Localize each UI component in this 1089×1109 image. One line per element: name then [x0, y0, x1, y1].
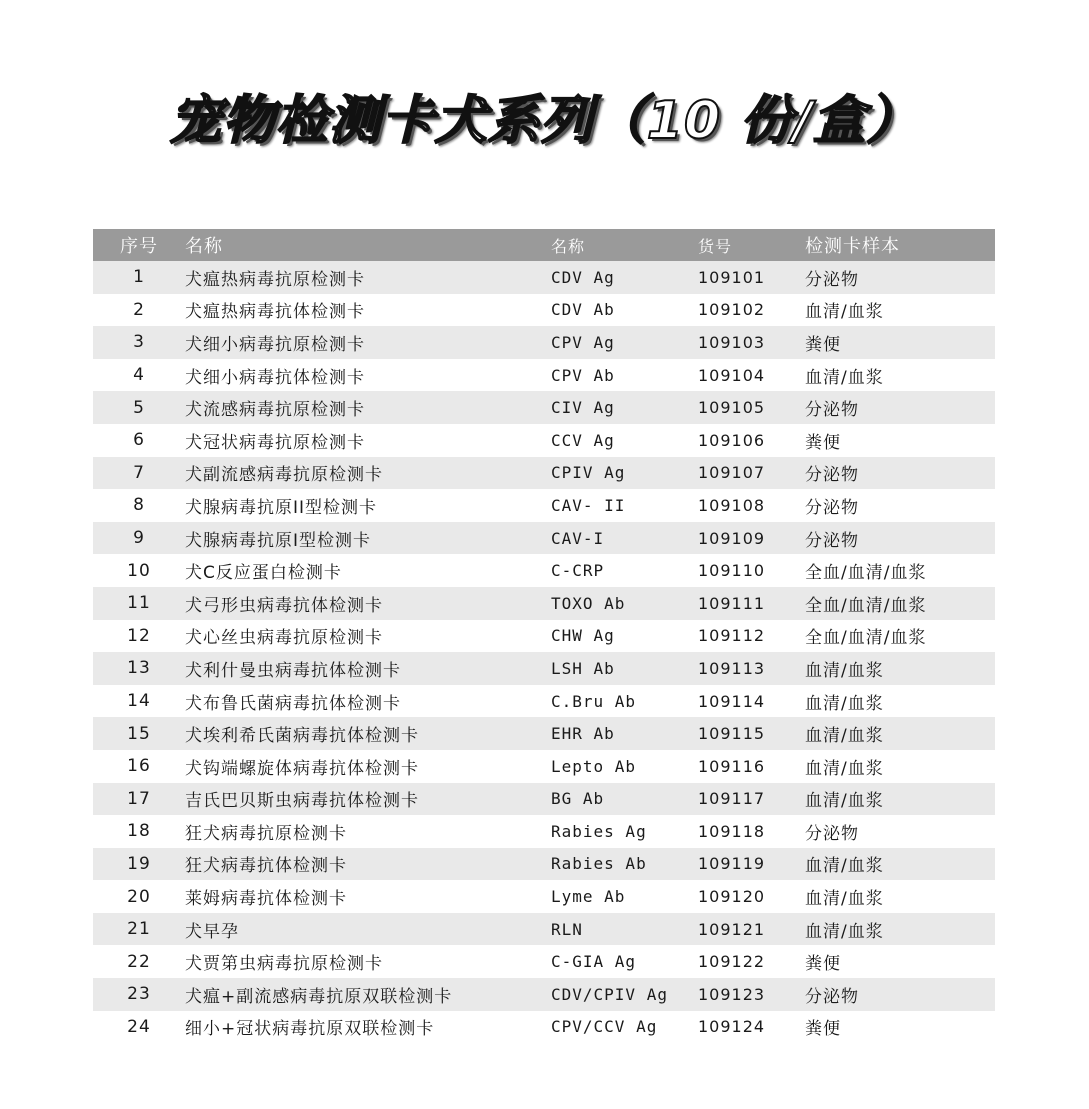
table-row: [93, 783, 995, 816]
row-code: C-GIA Ag: [551, 952, 637, 972]
row-sample: 分泌物: [805, 269, 859, 290]
row-name-cn: 犬腺病毒抗原I型检测卡: [185, 530, 372, 551]
row-sample: 分泌物: [805, 400, 859, 421]
row-code: LSH Ab: [551, 658, 615, 678]
row-index: 2: [133, 299, 145, 320]
row-index: 15: [127, 723, 151, 744]
row-name-cn: 犬流感病毒抗原检测卡: [185, 400, 365, 421]
row-code: CPV/CCV Ag: [551, 1017, 658, 1037]
row-name-cn: 犬瘟+副流感病毒抗原双联检测卡: [185, 986, 453, 1007]
table-row: [93, 717, 995, 750]
table-row: [93, 652, 995, 685]
row-sample: 全血/血清/血浆: [805, 628, 927, 649]
row-sample: 粪便: [805, 1019, 841, 1040]
row-name-cn: 犬贾第虫病毒抗原检测卡: [185, 954, 383, 975]
row-index: 8: [133, 495, 145, 516]
table-row: [93, 848, 995, 881]
row-item-number: 109112: [698, 626, 766, 646]
row-index: 3: [133, 332, 145, 353]
row-item-number: 109118: [698, 821, 766, 841]
row-item-number: 109121: [698, 919, 766, 939]
table-row: [93, 391, 995, 424]
row-index: 16: [127, 756, 151, 777]
row-index: 13: [127, 658, 151, 679]
table-row: [93, 457, 995, 490]
row-item-number: 109101: [698, 267, 766, 287]
row-item-number: 109102: [698, 300, 766, 320]
row-item-number: 109103: [698, 332, 766, 352]
row-index: 10: [127, 560, 151, 581]
table-body: [93, 261, 995, 1043]
row-item-number: 109123: [698, 984, 766, 1004]
row-index: 24: [127, 1016, 151, 1037]
row-index: 17: [127, 788, 151, 809]
row-item-number: 109106: [698, 430, 766, 450]
row-index: 5: [133, 397, 145, 418]
row-code: C.Bru Ab: [551, 691, 637, 711]
row-item-number: 109117: [698, 789, 766, 809]
row-item-number: 109111: [698, 593, 766, 613]
row-sample: 全血/血清/血浆: [805, 595, 927, 616]
row-name-cn: 犬布鲁氏菌病毒抗体检测卡: [185, 693, 401, 714]
page-title: 宠物检测卡犬系列（10 份/盒）: [169, 91, 920, 151]
row-index: 7: [133, 462, 145, 483]
row-name-cn: 犬细小病毒抗体检测卡: [185, 367, 365, 388]
row-name-cn: 莱姆病毒抗体检测卡: [185, 889, 347, 910]
row-index: 12: [127, 625, 151, 646]
row-code: C-CRP: [551, 561, 605, 581]
row-item-number: 109109: [698, 528, 766, 548]
table-row: [93, 880, 995, 913]
row-index: 20: [127, 886, 151, 907]
row-code: CPV Ab: [551, 365, 615, 385]
row-index: 6: [133, 430, 145, 451]
row-index: 11: [127, 593, 151, 614]
row-name-cn: 犬C反应蛋白检测卡: [185, 563, 342, 584]
table-row: [93, 945, 995, 978]
table-row: [93, 587, 995, 620]
row-name-cn: 犬利什曼虫病毒抗体检测卡: [185, 660, 401, 681]
row-sample: 血清/血浆: [805, 660, 884, 681]
row-code: Rabies Ab: [551, 854, 647, 874]
row-name-cn: 犬瘟热病毒抗原检测卡: [185, 269, 365, 290]
row-code: Lepto Ab: [551, 756, 637, 776]
row-code: RLN: [551, 919, 583, 939]
row-item-number: 109124: [698, 1017, 766, 1037]
row-index: 22: [127, 951, 151, 972]
row-name-cn: 吉氏巴贝斯虫病毒抗体检测卡: [185, 791, 419, 812]
row-sample: 分泌物: [805, 465, 859, 486]
row-item-number: 109105: [698, 398, 766, 418]
table-row: [93, 913, 995, 946]
row-sample: 血清/血浆: [805, 791, 884, 812]
row-name-cn: 犬腺病毒抗原II型检测卡: [185, 497, 378, 518]
row-sample: 分泌物: [805, 823, 859, 844]
row-name-cn: 犬冠状病毒抗原检测卡: [185, 432, 365, 453]
row-code: Lyme Ab: [551, 887, 626, 907]
row-sample: 血清/血浆: [805, 726, 884, 747]
row-code: EHR Ab: [551, 724, 615, 744]
row-code: CAV-I: [551, 528, 605, 548]
row-code: CIV Ag: [551, 398, 615, 418]
row-index: 19: [127, 853, 151, 874]
row-item-number: 109110: [698, 561, 766, 581]
row-item-number: 109115: [698, 724, 766, 744]
table-row: [93, 294, 995, 327]
row-sample: 粪便: [805, 432, 841, 453]
row-name-cn: 犬心丝虫病毒抗原检测卡: [185, 628, 383, 649]
header-index: 序号: [120, 236, 158, 257]
row-name-cn: 狂犬病毒抗原检测卡: [185, 823, 347, 844]
header-sample: 检测卡样本: [805, 236, 900, 257]
table-header-row: [93, 229, 995, 261]
row-item-number: 109107: [698, 463, 766, 483]
table-row: [93, 261, 995, 294]
row-sample: 粪便: [805, 954, 841, 975]
row-sample: 血清/血浆: [805, 367, 884, 388]
row-item-number: 109120: [698, 887, 766, 907]
row-name-cn: 犬细小病毒抗原检测卡: [185, 334, 365, 355]
row-name-cn: 犬弓形虫病毒抗体检测卡: [185, 595, 383, 616]
table-row: [93, 815, 995, 848]
row-sample: 分泌物: [805, 530, 859, 551]
row-code: CPV Ag: [551, 332, 615, 352]
table-row: [93, 489, 995, 522]
table-row: [93, 522, 995, 555]
row-index: 21: [127, 919, 151, 940]
row-code: Rabies Ag: [551, 821, 647, 841]
table-row: [93, 1011, 995, 1044]
row-code: BG Ab: [551, 789, 605, 809]
row-item-number: 109104: [698, 365, 766, 385]
header-name-code: 名称: [551, 236, 586, 256]
row-index: 9: [133, 528, 145, 549]
row-sample: 血清/血浆: [805, 693, 884, 714]
row-code: CHW Ag: [551, 626, 615, 646]
header-name-cn: 名称: [185, 236, 223, 257]
row-name-cn: 细小+冠状病毒抗原双联检测卡: [185, 1019, 435, 1040]
row-name-cn: 犬埃利希氏菌病毒抗体检测卡: [185, 726, 419, 747]
row-sample: 分泌物: [805, 497, 859, 518]
table-row: [93, 424, 995, 457]
table-row: [93, 978, 995, 1011]
row-index: 4: [133, 365, 145, 386]
table-row: [93, 326, 995, 359]
row-name-cn: 狂犬病毒抗体检测卡: [185, 856, 347, 877]
table-row: [93, 359, 995, 392]
product-table: [93, 229, 995, 1043]
row-item-number: 109119: [698, 854, 766, 874]
header-item-number: 货号: [698, 236, 733, 256]
row-code: CDV/CPIV Ag: [551, 984, 668, 1004]
row-sample: 分泌物: [805, 986, 859, 1007]
table-row: [93, 750, 995, 783]
row-sample: 血清/血浆: [805, 856, 884, 877]
row-index: 14: [127, 691, 151, 712]
row-code: CPIV Ag: [551, 463, 626, 483]
table-row: [93, 554, 995, 587]
row-sample: 血清/血浆: [805, 758, 884, 779]
row-item-number: 109108: [698, 495, 766, 515]
row-item-number: 109116: [698, 756, 766, 776]
row-name-cn: 犬早孕: [185, 921, 239, 942]
row-name-cn: 犬副流感病毒抗原检测卡: [185, 465, 383, 486]
row-item-number: 109122: [698, 952, 766, 972]
table-row: [93, 685, 995, 718]
row-code: CDV Ab: [551, 300, 615, 320]
row-index: 18: [127, 821, 151, 842]
row-code: CAV- II: [551, 495, 626, 515]
row-index: 23: [127, 984, 151, 1005]
row-sample: 全血/血清/血浆: [805, 563, 927, 584]
row-code: TOXO Ab: [551, 593, 626, 613]
row-sample: 血清/血浆: [805, 302, 884, 323]
row-name-cn: 犬瘟热病毒抗体检测卡: [185, 302, 365, 323]
row-item-number: 109113: [698, 658, 766, 678]
table-row: [93, 620, 995, 653]
row-index: 1: [133, 267, 145, 288]
row-sample: 血清/血浆: [805, 921, 884, 942]
row-sample: 粪便: [805, 334, 841, 355]
row-code: CDV Ag: [551, 267, 615, 287]
row-code: CCV Ag: [551, 430, 615, 450]
row-item-number: 109114: [698, 691, 766, 711]
row-name-cn: 犬钩端螺旋体病毒抗体检测卡: [185, 758, 419, 779]
row-sample: 血清/血浆: [805, 889, 884, 910]
